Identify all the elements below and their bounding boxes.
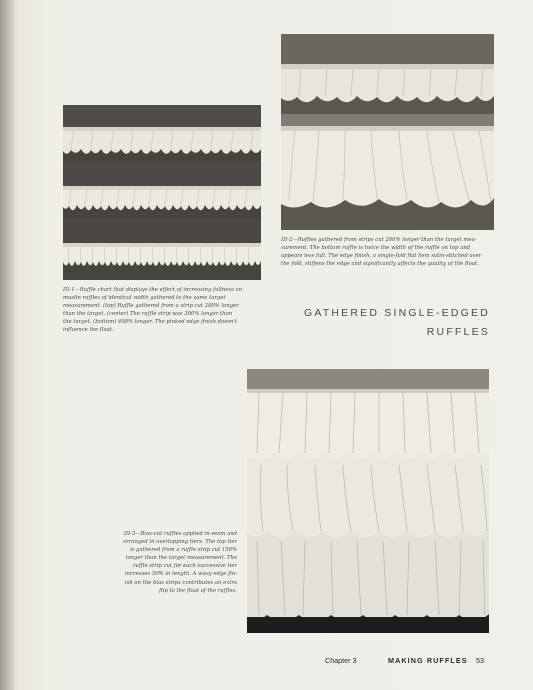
- book-gutter-shadow: [0, 0, 14, 690]
- caption-line: ish on the bias strips contributes an extra: [124, 579, 237, 586]
- section-title-line-2: RUFFLES: [426, 326, 490, 338]
- caption-line: increases 50% in length. A wavy edge fin-: [124, 571, 237, 578]
- footer-chapter: Chapter 3: [325, 656, 357, 665]
- caption-figure-III-3: [96, 530, 237, 595]
- caption-line: muslin ruffles of identical width gathered to the same target: [63, 295, 226, 302]
- caption-line: surement. The bottom ruffle is twice the width of the ruffle on top and: [281, 245, 471, 252]
- caption-figure-III-2: [281, 236, 511, 268]
- caption-line: appears less full. The edge finish, a single-fold flat hem satin-stitched over: [281, 253, 482, 260]
- caption-line: ruffle strip cut for each successive tier: [133, 563, 237, 570]
- photo-two-ruffles: [281, 34, 494, 230]
- caption-line: influence the float.: [63, 327, 114, 334]
- caption-line: the target. (bottom) 400% longer. The pinked edge finish doesn't: [63, 319, 238, 326]
- caption-line: flip to the float of the ruffles.: [159, 587, 237, 594]
- caption-line: is gathered from a ruffle strip cut 150%: [130, 547, 237, 554]
- caption-line: arranged in overlapping tiers. The top tier: [123, 539, 237, 546]
- caption-line: III-1—Ruffle chart that displays the effect of increasing fullness on: [63, 287, 243, 293]
- caption-line: III-2—Ruffles gathered from strips cut 200% longer than the target mea-: [281, 237, 477, 243]
- caption-line: measurement. (top) Ruffle gathered from a strip cut 200% longer: [63, 303, 239, 310]
- footer-chapter-title: MAKING RUFFLES: [388, 656, 468, 665]
- caption-line: the fold, stiffens the edge and significantly affects the quality of the float.: [281, 261, 479, 268]
- photo-tiered-ruffles: [247, 369, 489, 633]
- page-number: 53: [476, 656, 484, 665]
- caption-line: longer than the target measurement. The: [125, 555, 237, 562]
- section-title-line-1: GATHERED SINGLE-EDGED: [303, 307, 490, 319]
- photo-ruffle-chart: [63, 105, 261, 280]
- caption-figure-III-1: [63, 286, 273, 335]
- caption-line: III-3—Bias-cut ruffles applied in-seam and: [123, 531, 237, 537]
- caption-line: than the target. (center) The ruffle strip was 300% longer than: [63, 311, 233, 318]
